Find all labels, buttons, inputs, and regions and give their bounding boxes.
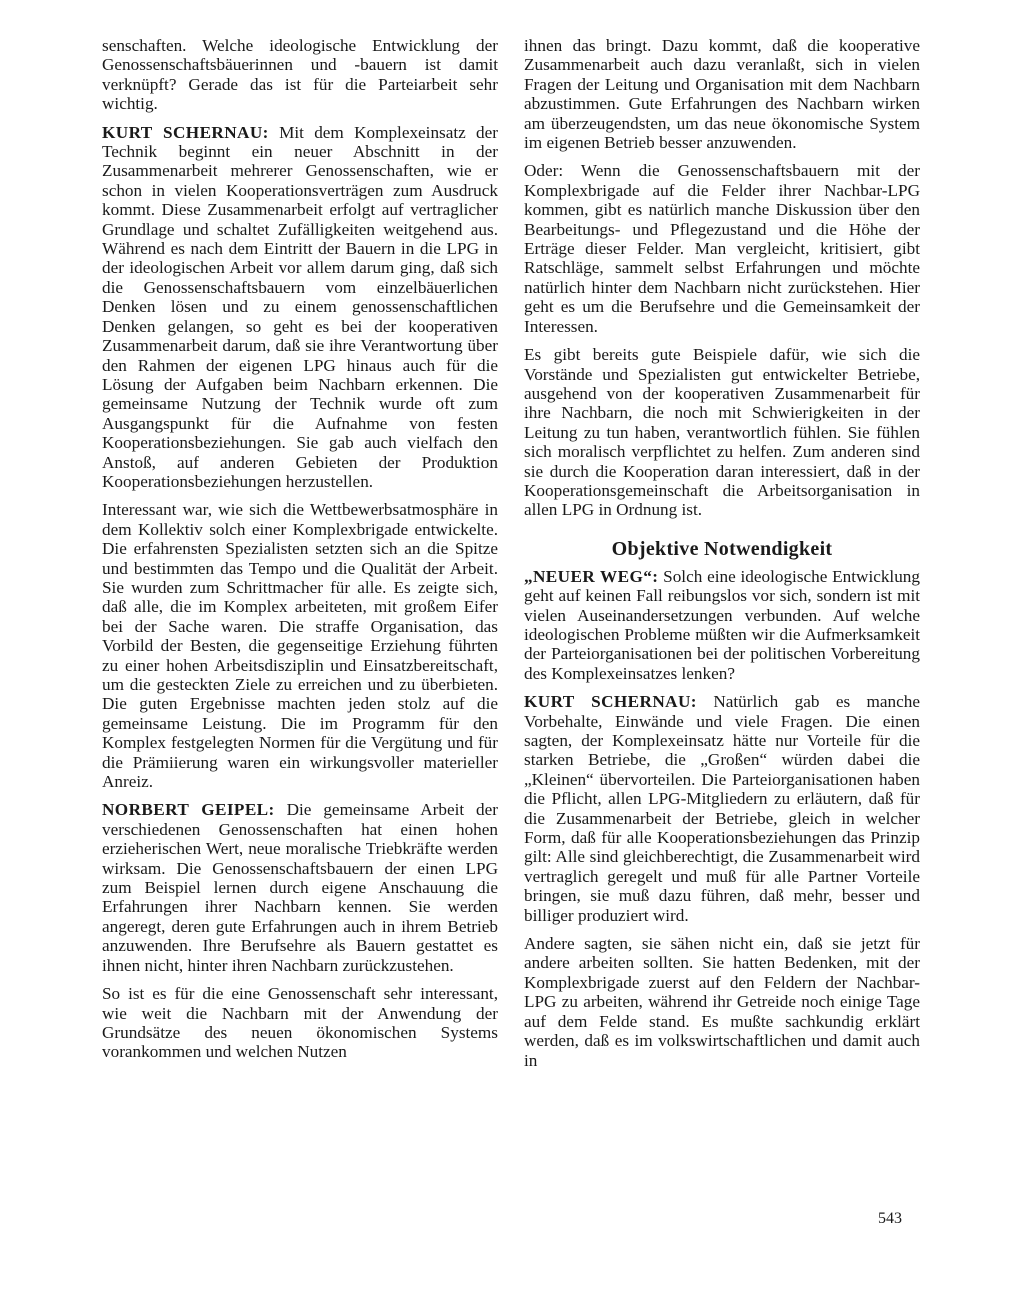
paragraph: [102, 800, 498, 975]
speaker-name: KURT SCHERNAU:: [102, 122, 269, 142]
paragraph: Es gibt bereits gute Beispiele dafür, wie sich die Vorstände und Spezialisten gut entwickelter Betriebe, ausgehend von der kooperativen Zusammenarbeit für ihre Nachbarn, die noch mit Schwierigkeiten in der Leitung zu tun haben, verantwortlich fühlen. Sie fühlen sich moralisch verpflichtet zu helfen. Zum anderen sind sie durch die Kooperation daran interessiert, daß in der Kooperationsgemeinschaft die Arbeitsorganisation in allen LPG in Ordnung ist.: [524, 345, 920, 520]
speaker-name: „NEUER WEG“:: [524, 566, 659, 586]
paragraph-text: Die gemeinsame Arbeit der verschiedenen Genossenschaften hat einen hohen erzieherischen Wert, neue moralische Triebkräfte werden wirksam. Die Genossenschaftsbauern der einen LPG zum Beispiel lernen durch eigene Anschauung die Erfahrungen ihrer Nachbarn kennen. Sie werden angeregt, deren gute Erfahrungen auch in ihrem Betrieb anzuwenden. Ihre Berufsehre als Bauern gestattet es ihnen nicht, hinter ihren Nachbarn zurückzustehen.: [102, 800, 498, 975]
paragraph: [524, 692, 920, 925]
speaker-name: NORBERT GEIPEL:: [102, 800, 275, 820]
paragraph: Andere sagten, sie sähen nicht ein, daß sie jetzt für andere arbeiten sollten. Sie hatten Bedenken, mit der Komplexbrigade zuerst auf den Feldern der Nachbar-LPG zu arbeiten, während ihr Getreide noch einige Tage auf dem Felde stand. Es mußte sachkundig erklärt werden, daß es im volkswirtschaftlichen und damit auch in: [524, 934, 920, 1070]
section-heading: Objektive Notwendigkeit: [611, 537, 833, 560]
paragraph: Interessant war, wie sich die Wettbewerbsatmosphäre in dem Kollektiv solch einer Komplexbrigade entwickelte. Die erfahrensten Spezialisten setzten sich an die Spitze und bestimmten das Tempo und die Qualität der Arbeit. Sie wurden zum Schrittmacher für alle. Es zeigte sich, daß alle, die im Komplex arbeiteten, mit großem Eifer bei der Sache waren. Die straffe Organisation, das Vorbild der Besten, die gegenseitige Erziehung führten zu einer hohen Arbeitsdisziplin und Einsatzbereitschaft, um die gesteckten Ziele zu erreichen und zu überbieten. Die guten Ergebnisse machten jeden stolz auf die gemeinsame Leistung. Die im Programm für den Komplex festgelegten Normen für die Vergütung und für die Prämiierung waren ein wirkungsvoller materieller Anreiz.: [102, 500, 498, 792]
left-column: [102, 36, 498, 1071]
paragraph-text: Natürlich gab es manche Vorbehalte, Einwände und viele Fragen. Die einen sagten, der Komplexeinsatz hätte nur Vorteile für die starken Betriebe, die „Großen“ würden dabei die „Kleinen“ übervorteilen. Die Parteiorganisationen haben die Pflicht, allen LPG-Mitgliedern zu erläutern, daß für die Zusammenarbeit der Betriebe, gleich in welcher Form, daß für alle Kooperationsbeziehungen das Prinzip gilt: Alle sind gleichberechtigt, die Zusammenarbeit wird vertraglich geregelt und muß für alle Partner Vorteile bringen, sie muß dazu führen, daß mehr, besser und billiger produziert wird.: [524, 692, 920, 925]
right-column: [524, 36, 920, 1079]
page-number: 543: [878, 1210, 902, 1227]
paragraph: senschaften. Welche ideologische Entwicklung der Genossenschaftsbäuerinnen und -bauern ist damit verknüpft? Gerade das ist für die Parteiarbeit sehr wichtig.: [102, 36, 498, 114]
paragraph: So ist es für die eine Genossenschaft sehr interessant, wie weit die Nachbarn mit der Anwendung der Grundsätze des neuen ökonomischen Systems vorankommen und welchen Nutzen: [102, 984, 498, 1062]
paragraph: Oder: Wenn die Genossenschaftsbauern mit der Komplexbrigade auf die Felder ihrer Nachbar-LPG kommen, gibt es natürlich manche Diskussion über den Bearbeitungs- und Pflegezustand und die Höhe der Erträge dieser Felder. Man vergleicht, kritisiert, gibt Ratschläge, sammelt selbst Erfahrungen und möchte natürlich hinter dem Nachbarn nicht zurückstehen. Hier geht es um die Berufsehre und die Gemeinsamkeit der Interessen.: [524, 161, 920, 336]
paragraph: [102, 123, 498, 492]
paragraph: [524, 567, 920, 683]
paragraph-text: Mit dem Komplexeinsatz der Technik beginnt ein neuer Abschnitt in der Zusammenarbeit mehrerer Genossenschaften, wie er schon in vielen Kooperationsverträgen zum Ausdruck kommt. Diese Zusammenarbeit erfolgt auf vertraglicher Grundlage und schaltet Zufälligkeiten weitgehend aus. Während es nach dem Eintritt der Bauern in die LPG in der ideologischen Arbeit vor allem darum ging, daß sich die Genossenschaftsbauern vom einzelbäuerlichen Denken lösen und zu einem genossenschaftlichen Denken gelangen, so geht es bei der kooperativen Zusammenarbeit darum, daß sie ihre Verantwortung über den Rahmen der eigenen LPG hinaus auch für die Lösung der Aufgaben beim Nachbarn erkennen. Die gemeinsame Nutzung der Technik wurde oft zum Ausgangspunkt für die Aufnahme von festen Kooperationsbeziehungen. Sie gab auch vielfach den Anstoß, auf anderen Gebieten der Produktion Kooperationsbeziehungen herzustellen.: [102, 122, 498, 491]
speaker-name: KURT SCHERNAU:: [524, 692, 697, 712]
paragraph-text: Solch eine ideologische Entwicklung geht auf keinen Fall reibungslos vor sich, sondern ist mit vielen Auseinandersetzungen verbunden. Auf welche ideologischen Probleme müßten wir die Aufmerksamkeit der Parteiorganisationen bei der politischen Vorbereitung des Komplexeinsatzes lenken?: [524, 566, 920, 683]
paragraph: ihnen das bringt. Dazu kommt, daß die kooperative Zusammenarbeit auch dazu veranlaßt, sich in vielen Fragen der Leitung und Organisation mit dem Nachbarn abzustimmen. Gute Erfahrungen des Nachbarn wirken am überzeugendsten, um das neue ökonomische System im eigenen Betrieb besser anzuwenden.: [524, 36, 920, 153]
